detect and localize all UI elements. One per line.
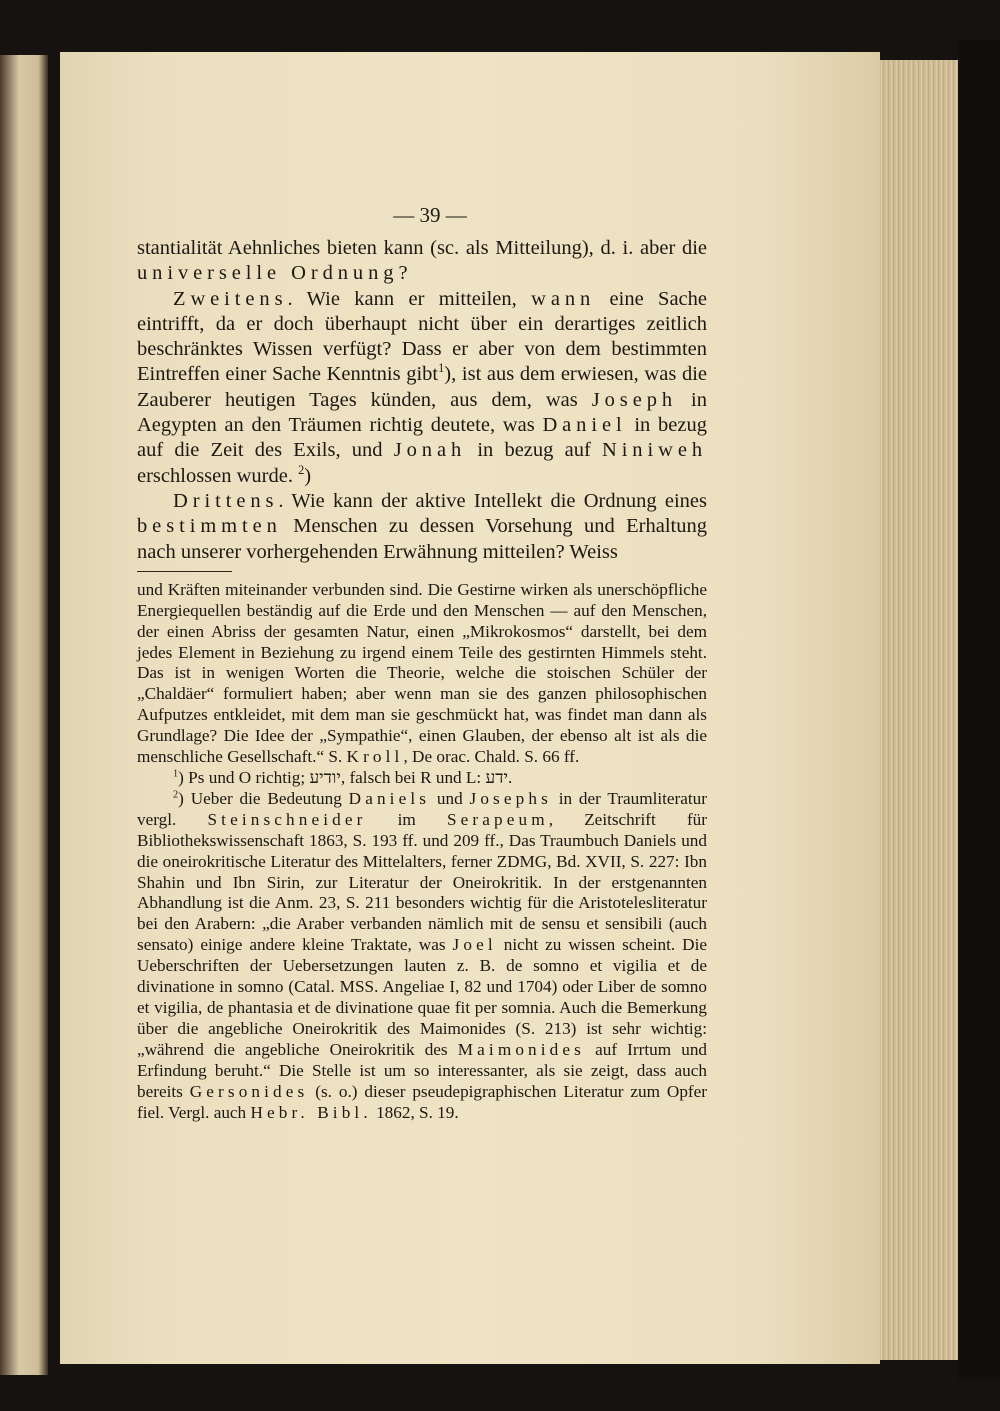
spaced-emphasis: Hebr. Bibl. [250, 1102, 372, 1122]
spaced-emphasis: bestimmten [137, 515, 282, 538]
spaced-emphasis: Joel [452, 935, 497, 955]
text-run: erschlossen wurde. [137, 464, 299, 487]
text-run: in Aegypten an den Träumen richtig deutete, was [137, 388, 707, 437]
text-run: nicht zu wissen scheint. Die Ueberschriften der Uebersetzungen lauten z. B. de somno et vigilia et de divinatione in somno (Catal. MSS. Angeliae I, 82 und 1704) oder Liber de somno et vigilia, de phantasia et de divinatione quae fit per somnia. Auch die Bemerkung über die angebliche Oneirokritik des Maimonides (S. 213) ist sehr wichtig: „während die angebliche Oneirokritik des [137, 935, 707, 1059]
footnote-divider [137, 571, 232, 572]
text-run: und Kräften miteinander verbunden sind. Die Gestirne wirken als unerschöpfliche Energiequellen beständig auf die Erde und den Menschen — auf den Menschen, der einen Abriss der gesamten Natur, einen „Mikrokosmos“ darstellt, bei dem jedes Element in Beziehung zu irgend einem Teile des gestirnten Himmels steht. Das ist in wenigen Worten die Theorie, welche die stoischen Schüler der „Chaldäer“ formuliert haben; aber wenn man sie des ganzen philosophischen Aufputzes entkleidet, mit dem man sie geschmückt hat, was findet man dann als Grundlage? Die Idee der „Sympathie“, einen Glauben, der ebenso alt ist als die menschliche Gesellschaft.“ S. [137, 579, 707, 767]
text-run: ? [398, 262, 408, 285]
spaced-emphasis: Steinschneider [207, 809, 367, 829]
text-run: , De orac. Chald. S. 66 ff. [403, 747, 580, 767]
spaced-emphasis: Maimonides [457, 1039, 585, 1059]
text-run: ) Ps und O richtig; יודיע, falsch bei R und L: ידע. [178, 768, 513, 788]
paragraph [137, 287, 707, 489]
spaced-emphasis: Joseph [591, 388, 678, 411]
text-run: im [366, 809, 447, 829]
text-run: in bezug auf [466, 439, 602, 462]
text-run: ) Ueber die Bedeutung [178, 788, 349, 808]
spaced-emphasis: universelle Ordnung [137, 262, 399, 285]
spaced-emphasis: Daniels [348, 788, 431, 808]
spaced-emphasis: Gersonides [189, 1081, 309, 1101]
page-content [137, 198, 707, 1123]
footnote-marker: 1 [438, 361, 445, 376]
text-run: ) [304, 464, 312, 487]
footnote-marker: 2 [298, 462, 305, 477]
scan-border [958, 40, 1000, 1380]
spaced-emphasis: Drittens [173, 489, 279, 512]
footnote-marker: 2 [173, 789, 179, 801]
text-run: eine Sache eintrifft, da er doch überhaupt nicht über ein derartiges zeitlich beschränktes Wissen verfügt? Dass er aber von dem bestimmten Eintreffen einer Sache Kenntnis gibt [137, 287, 707, 386]
footnote [137, 768, 707, 789]
text-run: auf Irrtum und Erfindung beruht.“ Die Stelle ist um so interessanter, als sie zeigt, dass auch bereits [137, 1039, 708, 1101]
text-run: Menschen zu dessen Vorsehung und Erhaltung nach unserer vorhergehenden Erwähnung mitteilen? Weiss [137, 515, 707, 563]
text-run: (s. o.) dieser pseudepigraphischen Literatur zum Opfer fiel. Vergl. auch [137, 1081, 707, 1122]
facing-page-edge [0, 55, 48, 1375]
spaced-emphasis: Daniel [542, 414, 627, 437]
main-text [137, 236, 707, 565]
text-run: ), ist aus dem erwiesen, was die Zauberer heutigen Tages künden, aus dem, was [137, 363, 708, 411]
text-run: in bezug auf die Zeit des Exils, und [137, 414, 707, 462]
page-stack-edge [880, 60, 958, 1360]
spaced-emphasis: Niniweh [601, 439, 708, 462]
spaced-emphasis: wann [531, 287, 596, 310]
paragraph [137, 489, 707, 565]
footnotes [137, 580, 707, 1124]
spaced-emphasis: Jonah [393, 439, 467, 462]
text-run: 1862, S. 19. [371, 1102, 459, 1122]
text-run: . Wie kann er mitteilen, [287, 287, 532, 310]
spaced-emphasis: Kroll [346, 747, 404, 767]
spaced-emphasis: Serapeum [446, 809, 549, 829]
footnote [137, 789, 707, 1124]
footnote-marker: 1 [173, 768, 179, 780]
page-number: — 39 — [393, 203, 467, 227]
spaced-emphasis: Josephs [469, 788, 552, 808]
paragraph [137, 236, 707, 287]
text-run: . Wie kann der aktive Intellekt die Ordnung eines [278, 489, 707, 512]
text-run: , Zeitschrift für Bibliothekswissenschaft 1863, S. 193 ff. und 209 ff., Das Traumbuch Daniels und die oneirokritische Literatur des Mittelalters, ferner ZDMG, Bd. XVII, S. 227: Ibn Shahin und Ibn Sirin, zur Literatur der Oneirokritik. In der erstgenannten Abhandlung ist die Anm. 23, S. 211 besonders wichtig für die Aristotelesliteratur bei den Arabern: „die Araber verbanden nämlich mit de sensu et sensibili (auch sensato) einige andere kleine Traktate, was [137, 809, 707, 955]
text-run: stantialität Aehnliches bieten kann (sc. als Mitteilung), d. i. aber die [137, 237, 707, 259]
spaced-emphasis: Zweitens [173, 287, 288, 310]
footnote-continuation [137, 580, 707, 768]
text-run: und [430, 788, 470, 808]
text-run: in der Traumliteratur vergl. [137, 788, 707, 829]
